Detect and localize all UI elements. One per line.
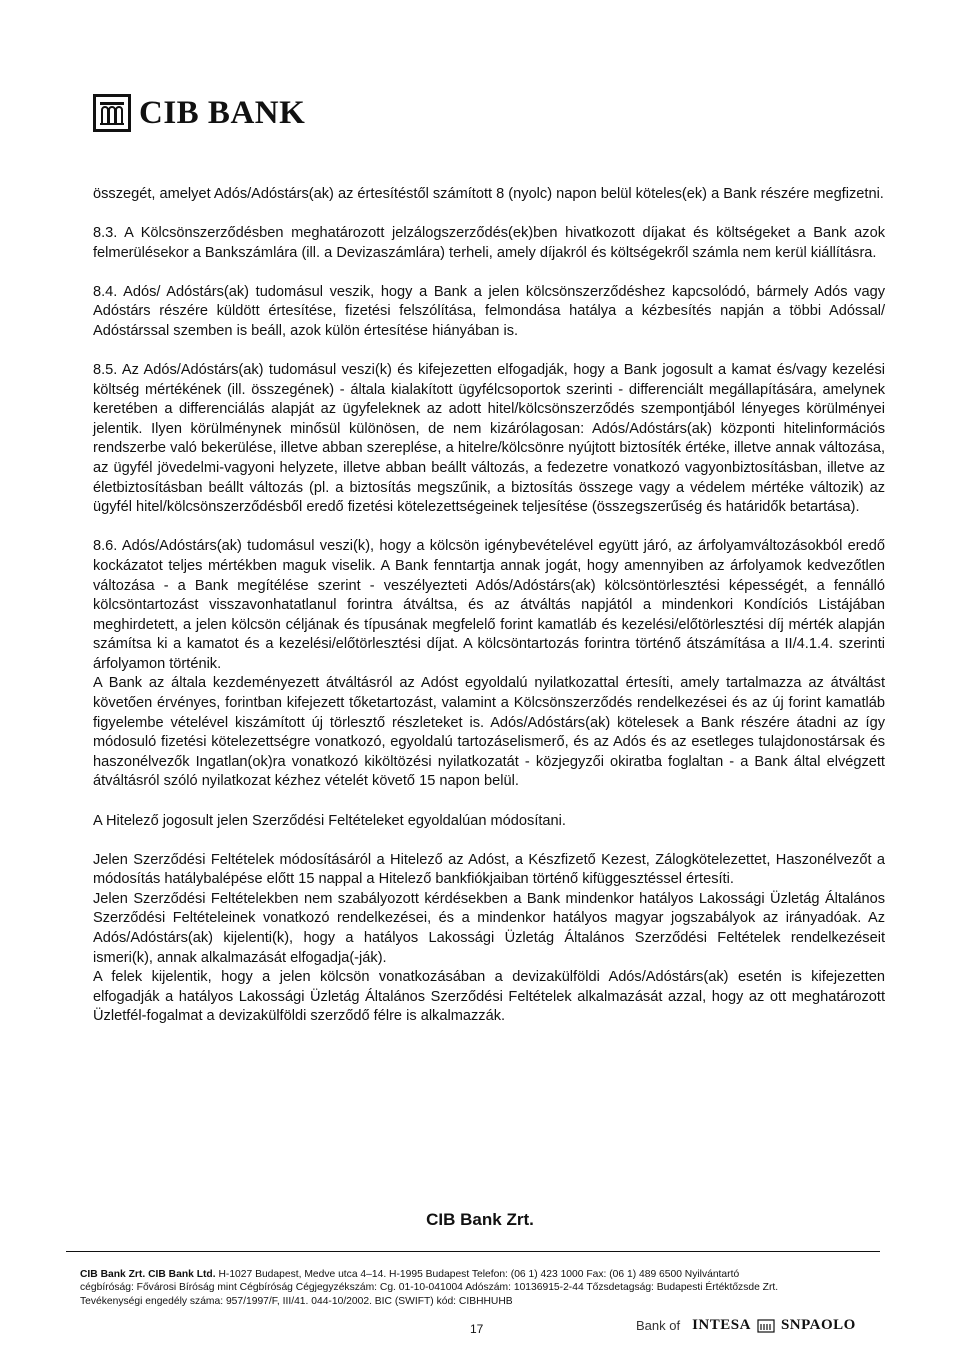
paragraph-conversion-notice: A Bank az általa kezdeményezett átváltásról az Adóst egyoldalú nyilatkozattal értesíti, amely tartalmazza az átváltást követően érvényes, forintban kifejezett tőketartozást, valamint a Kölcsönszerződés rendelkezései és az új forint kamatláb figyelembe vételével kiszámított új törlesztő részleteket is. Adós/Adóstárs(ak) kötelesek a Bank részére átadni az így módosuló fizetési kötelezettségre vonatkozó, egyoldalú tartozáselismerő, és az Adós és az esetleges tulajdonostársak és haszonélvezők Ingatlan(ok)ra vonatkozó kiköltözési nyilatkozatát - közjegyzői okiratba foglaltan - a Bank által elvégzett átváltásról szóló nyilatkozat kézhez vételét követő 15 napon belül. bbox=[93, 675, 885, 790]
partner-name-left: INTESA bbox=[692, 1317, 751, 1333]
paragraph-8-5: 8.5. Az Adós/Adóstárs(ak) tudomásul veszi(k) és kifejezetten elfogadják, hogy a Bank jogosult a kamat és/vagy kezelési költség mértékének (ill. összegének) - általa kialakított ügyfélcsoportok szerinti - differenciált megállapítására, amelynek keretében a differenciálás alapját az ügyfeleknek az adott hitel/kölcsönszerződés szempontjából lényeges körülményei jelentik. Ilyen körülménynek minősül különösen, de nem kizárólagosan: Adós/Adóstárs(ak) központi hitelinformációs rendszerbe való bekerülése, illetve abban szereplése, a hitelre/kölcsönre nyújtott biztosíték értéke, illetve annak változása, az ügyfél jövedelmi-vagyoni helyzete, illetve abban beállt változás, a fedezetre vonatkozó vagyonbiztosításban, illetve az életbiztosításban beállt változás (pl. a biztosítás megszűnik, a biztosítás összege vagy a védelem mértéke változik) az ügyfél hitel/kölcsönszerződésből eredő fizetési kötelezettségeinek teljesítése (összegszerűség és határidők betartása). bbox=[93, 362, 885, 516]
cib-bank-logo bbox=[93, 92, 305, 134]
footer-line-1 bbox=[80, 1268, 900, 1281]
footer-company-names: CIB Bank Zrt. CIB Bank Ltd. bbox=[80, 1269, 216, 1280]
footer-address-phone: H-1027 Budapest, Medve utca 4–14. H-1995 Budapest Telefon: (06 1) 423 1000 Fax: (06 1) 489 6500 Nyilvántartó bbox=[215, 1269, 740, 1280]
signature-company-name: CIB Bank Zrt. bbox=[426, 1210, 534, 1229]
page-number: 17 bbox=[470, 1322, 484, 1336]
paragraph-continuation: összegét, amelyet Adós/Adóstárs(ak) az értesítéstől számított 8 (nyolc) napon belül köteles(ek) a Bank részére megfizetni. bbox=[93, 186, 884, 202]
paragraph-foreign-debtors: A felek kijelentik, hogy a jelen kölcsön vonatkozásában a devizakülföldi Adós/Adóstárs(ak) esetén is kifejezetten elfogadják a hatályos Lakossági Üzletág Általános Szerződési Feltételek alkalmazását azzal, hogy az ott meghatározott Üzletfél-fogalmat a devizakülföldi szerződő félre is alkalmazzák. bbox=[93, 969, 885, 1025]
footer-divider bbox=[66, 1251, 880, 1252]
paragraph-8-4: 8.4. Adós/ Adóstárs(ak) tudomásul veszik, hogy a Bank a jelen kölcsönszerződéshez kapcsolódó, bármely Adós vagy Adóstárs részére küldött értesítése, fizetési felszólítása, felmondása hatálya a kézbesítés napján a többi Adóssal/ Adóstárssal szemben is beáll, azok külön értesítése hiányában is. bbox=[93, 283, 885, 339]
partner-label: Bank of bbox=[636, 1318, 681, 1333]
logo-wordmark: CIB BANK bbox=[139, 94, 306, 131]
paragraph-amendment-right: A Hitelező jogosult jelen Szerződési Feltételeket egyoldalúan módosítani. bbox=[93, 812, 566, 829]
paragraph-8-6: 8.6. Adós/Adóstárs(ak) tudomásul veszi(k), hogy a kölcsön igénybevételével együtt járó, az árfolyamváltozásokból eredő kockázatot teljes mértékben maguk viselik. A Bank fenntartja annak jogát, hogy amennyiben az árfolyamok kedvezőtlen változása - a Bank megítélése szerint - veszélyezteti Adós/Adóstárs(ak) kölcsöntörlesztési képességét, a fennálló kölcsöntartozást visszavonhatatlanul forintra átváltsa, és az átváltás napjától a mindenkori Kondíciós Listájában meghirdetett, a jelen kölcsön céljának és típusának megfelelő forint kamatláb és kezelési/előtörlesztési díj mérték alapján számítsa ki a kamatot és a kezelési/előtörlesztési díjat. A kölcsöntartozás forintra történő átszámítása a II/4.1.4. szerinti árfolyamon történik. bbox=[93, 538, 885, 672]
bank-building-icon bbox=[93, 94, 131, 132]
partner-seal-icon bbox=[757, 1319, 775, 1333]
paragraph-8-3: 8.3. A Kölcsönszerződésben meghatározott jelzálogszerződés(ek)ben hivatkozott díjakat és költségeket a Bank azok felmerülésekor a Bankszámlára (ill. a Devizaszámlára) terheli, amely díjakról és költségekről számla nem kerül kiállításra. bbox=[93, 225, 885, 261]
paragraph-governing-terms: Jelen Szerződési Feltételekben nem szabályozott kérdésekben a Bank mindenkor hatályos Lakossági Üzletág Általános Szerződési Feltételeinek vonatkozó rendelkezései, és a mindenkor hatályos magyar jogszabályok az irányadóak. Az Adós/Adóstárs(ak) kijelenti(k), hogy a hatályos Lakossági Üzletág Általános Szerződési Feltételek rendelkezéseit ismeri(k), annak alkalmazását elfogadja(-ják). bbox=[93, 890, 885, 966]
document-body bbox=[93, 185, 885, 1046]
paragraph-amendment-notice: Jelen Szerződési Feltételek módosításáról a Hitelező az Adóst, a Készfizető Kezest, Zálogkötelezettet, Haszonélvezőt a módosítás hatálybalépése előtt 15 nappal a Hitelező bankfiókjaiban történő kifüggesztéssel értesíti. bbox=[93, 851, 885, 888]
footer-line-3: Tevékenységi engedély száma: 957/1997/F, III/41. 044-10/2002. BIC (SWIFT) kód: CIBHHUHB bbox=[80, 1295, 513, 1307]
footer-legal-info bbox=[80, 1268, 900, 1308]
intesa-sanpaolo-logo bbox=[636, 1317, 856, 1334]
partner-name-right: SNPAOLO bbox=[780, 1317, 856, 1333]
footer-line-2: cégbíróság: Fővárosi Bíróság mint Cégbíróság Cégjegyzékszám: Cg. 01-10-041004 Adószám: 10136915-2-44 Tőzsdetagság: Budapesti Értéktőzsde Zrt. bbox=[80, 1282, 779, 1294]
